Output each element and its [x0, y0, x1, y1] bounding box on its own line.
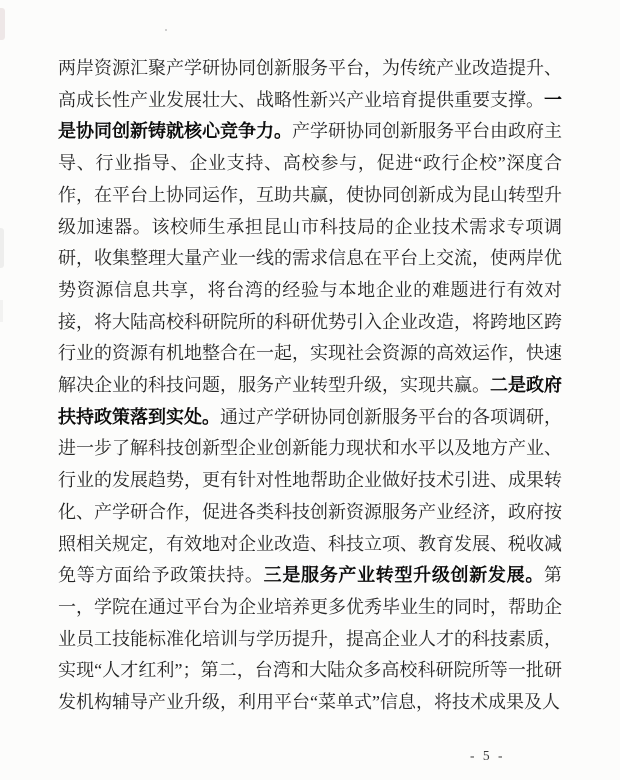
text-segment-body-1: 产学研协同创新服务平台由政府主导、行业指导、企业支持、高校参与，促进“政行企校”深度合作，在平台上协同运作，互助共赢，使协同创新成为昆山转型升级加速器。该校师生承担昆山市科技局的企业技术需求专项调研，收集整理大量产业一线的需求信息在平台上交流，使两岸优势资源信息共享，将台湾的经验与本地企业的难题进行有效对接，将大陆高校科研院所的科研优势引入企业改造，将跨地区跨行业的资源有机地整合在一起，实现社会资源的高效运作，快速解决企业的科技问题，服务产业转型升级，实现共赢。	[58, 121, 562, 396]
text-segment-intro: 两岸资源汇聚产学研协同创新服务平台，为传统产业改造提升、高成长性产业发展壮大、战略性新兴产业培育提供重要支撑。	[58, 58, 562, 110]
text-segment-body-2: 通过产学研协同创新服务平台的各项调研，进一步了解科技创新型企业创新能力现状和水平以及地方产业、行业的发展趋势，更有针对性地帮助企业做好技术引进、成果转化、产学研合作，促进各类科技创新资源服务产业经济，政府按照相关规定，有效地对企业改造、科技立项、教育发展、税收减免等方面给予政策扶持。	[58, 406, 562, 586]
text-segment-heading-1: 一是协同创新铸就核心竞争力。	[58, 89, 562, 142]
scan-artifact	[0, 228, 4, 268]
page-number: - 5 -	[470, 748, 505, 763]
text-segment-body-3: 第一，学院在通过平台为企业培养更多优秀毕业生的同时，帮助企业员工技能标准化培训与学历提升，提高企业人才的科技素质，实现“人才红利”；第二，台湾和大陆众多高校科研院所等一批研发机构辅导产业升级，利用平台“菜单式”信息，将技术成果及人	[58, 565, 563, 713]
scan-artifact	[0, 300, 3, 322]
scan-artifact	[0, 8, 5, 40]
body-text	[58, 53, 562, 719]
text-segment-heading-2: 二是政府扶持政策落到实处。	[58, 375, 562, 427]
text-segment-heading-3: 三是服务产业转型升级创新发展。	[263, 565, 545, 586]
scan-artifact	[165, 29, 167, 31]
